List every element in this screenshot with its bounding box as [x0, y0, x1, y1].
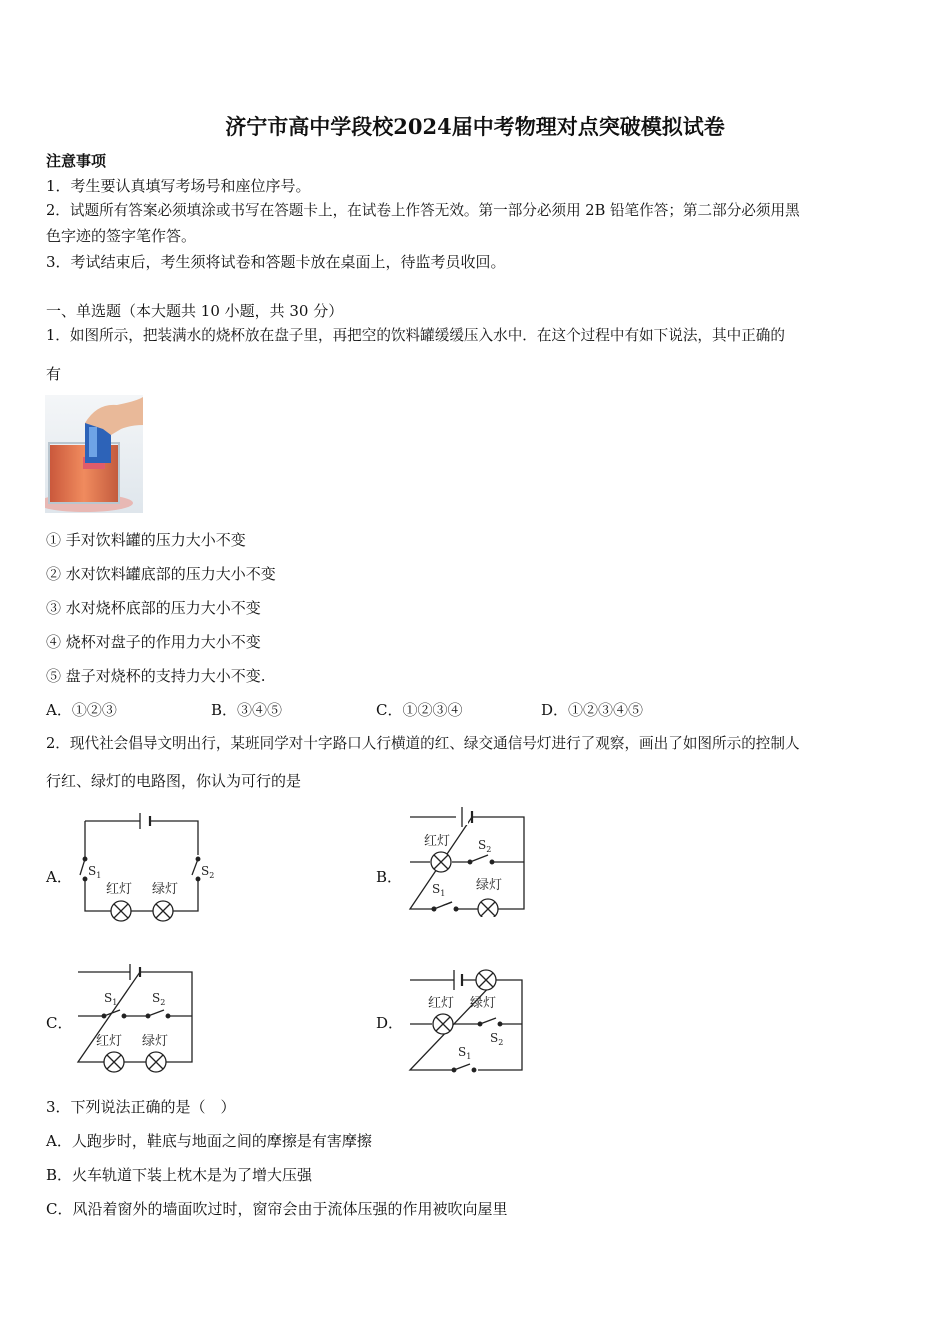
green-light-label: 绿灯	[142, 1034, 169, 1049]
circuit-d	[400, 962, 530, 1074]
q3-option-a[interactable]: A．人跑步时，鞋底与地面之间的摩擦是有害摩擦	[46, 1132, 372, 1150]
circuit-a	[70, 805, 230, 925]
page-title: 济宁市高中学段校2024届中考物理对点突破模拟试卷	[225, 114, 725, 139]
red-light-label: 红灯	[428, 996, 455, 1011]
q2-option-c-label[interactable]: C．	[46, 1014, 73, 1032]
q2-option-a-label[interactable]: A．	[46, 868, 72, 886]
q1-stem-a: 1．如图所示，把装满水的烧杯放在盘子里，再把空的饮料罐缓缓压入水中．在这个过程中有如下说法，其中正确的	[46, 327, 785, 344]
switch-s1-label: $S_1$	[88, 864, 102, 880]
circuit-b	[400, 805, 535, 917]
q2-option-d-label[interactable]: D．	[376, 1014, 404, 1032]
q1-option-d[interactable]: D．①②③④⑤	[541, 701, 644, 719]
q1-statement-3: ③ 水对烧杯底部的压力大小不变	[46, 599, 261, 617]
red-light-label: 红灯	[96, 1034, 123, 1049]
q3-option-c[interactable]: C．风沿着窗外的墙面吹过时，窗帘会由于流体压强的作用被吹向屋里	[46, 1200, 508, 1218]
q1-statement-2: ② 水对饮料罐底部的压力大小不变	[46, 565, 276, 583]
red-light-label: 红灯	[106, 882, 133, 897]
q1-option-b[interactable]: B．③④⑤	[211, 701, 283, 719]
green-light-label: 绿灯	[476, 878, 503, 893]
q3-option-b[interactable]: B．火车轨道下装上枕木是为了增大压强	[46, 1166, 313, 1184]
q1-statement-5: ⑤ 盘子对烧杯的支持力大小不变.	[46, 667, 266, 685]
q1-option-c[interactable]: C．①②③④	[376, 701, 463, 719]
switch-s1-label: $S_1$	[432, 882, 446, 898]
section-heading: 一、单选题（本大题共 10 小题，共 30 分）	[46, 302, 344, 320]
beaker-photo	[45, 395, 143, 513]
notice-line-2b: 色字迹的签字笔作答。	[46, 227, 197, 245]
q2-stem-a: 2．现代社会倡导文明出行，某班同学对十字路口人行横道的红、绿交通信号灯进行了观察，画出了如图所示的控制人	[46, 735, 800, 752]
notice-heading: 注意事项	[46, 152, 107, 170]
switch-s1-label: $S_1$	[458, 1045, 472, 1061]
notice-line-3: 3．考试结束后，考生须将试卷和答题卡放在桌面上，待监考员收回。	[46, 253, 506, 271]
q1-statement-1: ① 手对饮料罐的压力大小不变	[46, 531, 246, 549]
switch-s2-label: $S_2$	[490, 1031, 504, 1047]
q3-stem: 3．下列说法正确的是（ ）	[46, 1098, 236, 1116]
q1-statement-4: ④ 烧杯对盘子的作用力大小不变	[46, 633, 261, 651]
notice-line-1: 1．考生要认真填写考场号和座位序号。	[46, 177, 311, 195]
green-light-label: 绿灯	[470, 996, 497, 1011]
q1-option-a[interactable]: A．①②③	[46, 701, 117, 719]
q2-stem-b: 行红、绿灯的电路图，你认为可行的是	[46, 772, 302, 790]
switch-s2-label: $S_2$	[152, 991, 166, 1007]
circuit-c	[68, 962, 198, 1076]
switch-s1-label: $S_1$	[104, 991, 118, 1007]
red-light-label: 红灯	[424, 834, 451, 849]
green-light-label: 绿灯	[152, 882, 179, 897]
notice-line-2a: 2．试题所有答案必须填涂或书写在答题卡上，在试卷上作答无效。第一部分必须用 2B 铅笔作答；第二部分必须用黑	[46, 202, 800, 219]
switch-s2-label: $S_2$	[201, 864, 215, 880]
q1-stem-b: 有	[46, 365, 62, 383]
q2-option-b-label[interactable]: B．	[376, 868, 403, 886]
switch-s2-label: $S_2$	[478, 838, 492, 854]
